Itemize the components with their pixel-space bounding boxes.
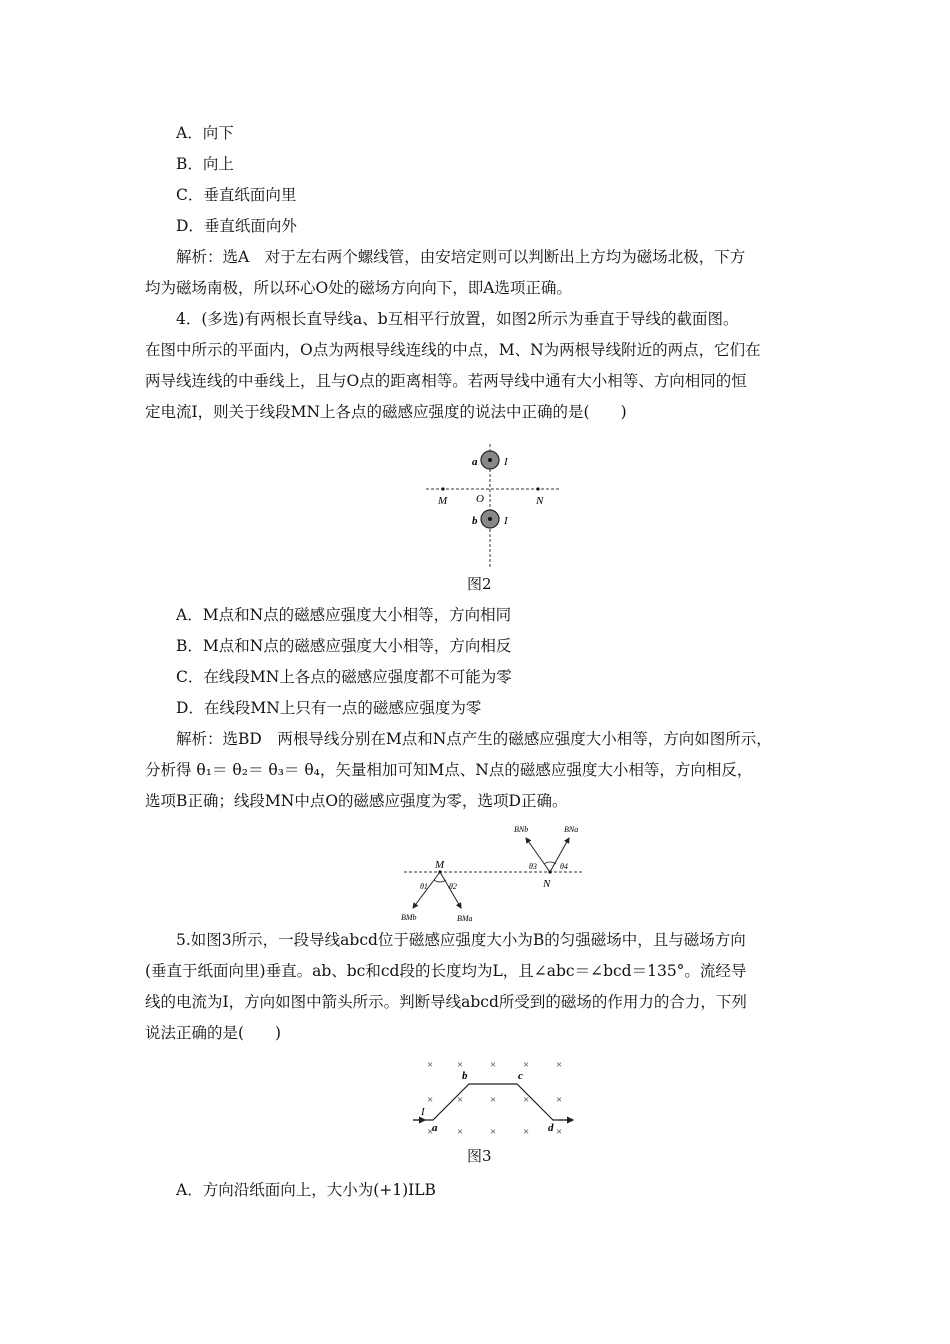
q4-stem-line: 两导线连线的中垂线上，且与O点的距离相等。若两导线中通有大小相等、方向相同的恒: [145, 372, 747, 390]
q4-stem-line: 在图中所示的平面内，O点为两根导线连线的中点，M、N为两根导线附近的两点，它们在: [145, 341, 761, 359]
svg-text:×: ×: [457, 1059, 464, 1071]
q5-stem-line: 线的电流为I，方向如图中箭头所示。判断导线abcd所受到的磁场的作用力的合力，下列: [145, 993, 747, 1011]
q3-option-a: A．向下: [176, 124, 234, 142]
label-bma: BMa: [457, 914, 473, 923]
q4-analysis-line: 解析：选BD 两根导线分别在M点和N点产生的磁感应强度大小相等，方向如图所示，: [176, 730, 772, 748]
label-a: a: [472, 456, 478, 468]
label-current-b: I: [504, 515, 508, 527]
q3-analysis-line: 解析：选A 对于左右两个螺线管，由安培定则可以判断出上方均为磁场北极，下方: [176, 248, 746, 266]
q3-option-c: C．垂直纸面向里: [176, 186, 297, 204]
svg-text:×: ×: [556, 1059, 563, 1071]
figure-2: [420, 440, 570, 570]
label-theta2: θ2: [449, 882, 457, 891]
point-n: [536, 487, 539, 490]
label-bnb: BNb: [514, 825, 529, 834]
q4-analysis-line: 分析得 θ₁＝ θ₂＝ θ₃＝ θ₄，矢量相加可知M点、N点的磁感应强度大小相等，方向相反，: [145, 761, 753, 779]
label-point-d: d: [548, 1122, 554, 1134]
q4-stem-line: 4．(多选)有两根长直导线a、b互相平行放置，如图2所示为垂直于导线的截面图。: [176, 310, 739, 328]
q3-option-d: D．垂直纸面向外: [176, 217, 297, 235]
q3-option-b: B．向上: [176, 155, 234, 173]
label-m: M: [438, 495, 448, 507]
label-theta4: θ4: [560, 862, 568, 871]
vector-label-m: M: [435, 859, 445, 871]
q4-analysis-line: 选项B正确；线段MN中点O的磁感应强度为零，选项D正确。: [145, 792, 568, 810]
svg-text:×: ×: [427, 1059, 434, 1071]
label-point-a: a: [432, 1122, 438, 1134]
svg-text:×: ×: [490, 1059, 497, 1071]
q4-option-b: B．M点和N点的磁感应强度大小相等，方向相反: [176, 637, 512, 655]
label-point-c: c: [518, 1070, 523, 1082]
point-m: [441, 487, 444, 490]
label-n: N: [536, 495, 544, 507]
label-theta1: θ1: [420, 882, 428, 891]
q5-stem-line: (垂直于纸面向里)垂直。ab、bc和cd段的长度均为L，且∠abc＝∠bcd＝135°。流经导: [145, 962, 747, 980]
figure-3-caption: 图3: [467, 1147, 492, 1165]
q4-option-c: C．在线段MN上各点的磁感应强度都不可能为零: [176, 668, 512, 686]
q5-stem-line: 5.如图3所示，一段导线abcd位于磁感应强度大小为B的匀强磁场中，且与磁场方向: [176, 931, 746, 949]
vector-label-n: N: [543, 878, 551, 890]
svg-text:×: ×: [490, 1094, 497, 1106]
svg-text:×: ×: [523, 1126, 530, 1138]
q4-option-d: D．在线段MN上只有一点的磁感应强度为零: [176, 699, 482, 717]
q5-stem-line: 说法正确的是( ): [145, 1024, 282, 1042]
label-bna: BNa: [564, 825, 579, 834]
svg-text:×: ×: [523, 1094, 530, 1106]
svg-text:×: ×: [556, 1126, 563, 1138]
q3-analysis-line: 均为磁场南极，所以环心O处的磁场方向向下，即A选项正确。: [145, 279, 572, 297]
label-point-b: b: [462, 1070, 468, 1082]
q5-option-a: A．方向沿纸面向上，大小为(+1)ILB: [176, 1181, 436, 1199]
svg-text:×: ×: [457, 1094, 464, 1106]
label-current-a: I: [504, 456, 508, 468]
svg-text:×: ×: [523, 1059, 530, 1071]
svg-text:×: ×: [556, 1094, 563, 1106]
label-bmb: BMb: [401, 913, 417, 922]
label-o: O: [476, 493, 484, 505]
svg-text:×: ×: [457, 1126, 464, 1138]
svg-text:×: ×: [427, 1094, 434, 1106]
q4-stem-line: 定电流I，则关于线段MN上各点的磁感应强度的说法中正确的是( ): [145, 403, 627, 421]
label-b: b: [472, 515, 478, 527]
vector-diagram: [398, 820, 593, 928]
q4-option-a: A．M点和N点的磁感应强度大小相等，方向相同: [176, 606, 512, 624]
svg-text:×: ×: [427, 1126, 434, 1138]
field-crosses: [427, 1059, 562, 1138]
svg-text:×: ×: [490, 1126, 497, 1138]
figure-3: [405, 1055, 585, 1140]
label-theta3: θ3: [529, 862, 537, 871]
figure-2-caption: 图2: [467, 575, 492, 593]
label-current: I: [421, 1106, 425, 1118]
